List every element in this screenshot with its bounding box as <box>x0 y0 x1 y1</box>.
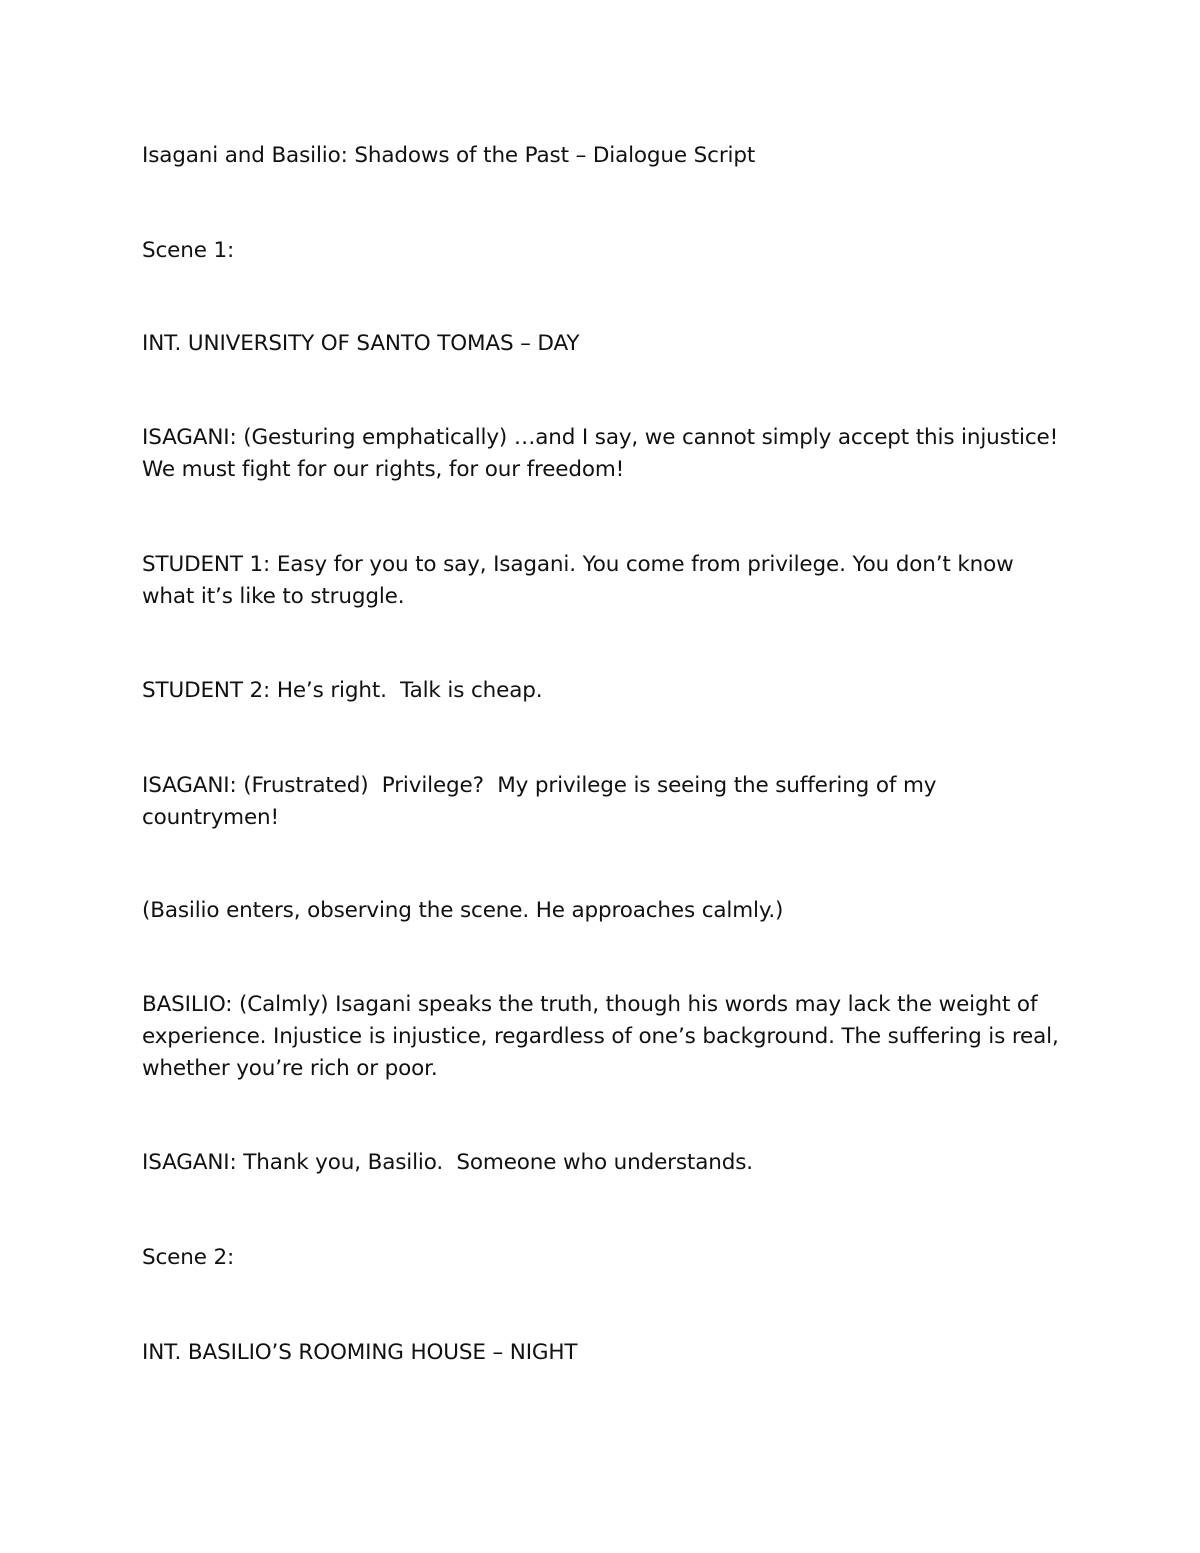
slugline: INT. BASILIO’S ROOMING HOUSE – NIGHT <box>142 1340 578 1365</box>
document-title: Isagani and Basilio: Shadows of the Past – Dialogue Script <box>142 143 756 168</box>
dialogue-line: STUDENT 2: He’s right. Talk is cheap. <box>142 678 543 703</box>
slugline: INT. UNIVERSITY OF SANTO TOMAS – DAY <box>142 331 580 356</box>
scene-heading: Scene 1: <box>142 238 235 263</box>
stage-direction: (Basilio enters, observing the scene. He approaches calmly.) <box>142 898 784 923</box>
dialogue-line: BASILIO: (Calmly) Isagani speaks the truth, though his words may lack the weight of experience. Injustice is injustice, regardless of one’s background. The suffering is real, whether you’re rich or poor. <box>142 992 1066 1081</box>
dialogue-line: ISAGANI: (Gesturing emphatically) …and I say, we cannot simply accept this injustice! We must fight for our rights, for our freedom! <box>142 425 1065 482</box>
dialogue-line: ISAGANI: Thank you, Basilio. Someone who understands. <box>142 1150 753 1175</box>
dialogue-line: STUDENT 1: Easy for you to say, Isagani. You come from privilege. You don’t know what it’s like to struggle. <box>142 552 1021 609</box>
scene-heading: Scene 2: <box>142 1245 235 1270</box>
dialogue-line: ISAGANI: (Frustrated) Privilege? My privilege is seeing the suffering of my countrymen! <box>142 773 944 830</box>
